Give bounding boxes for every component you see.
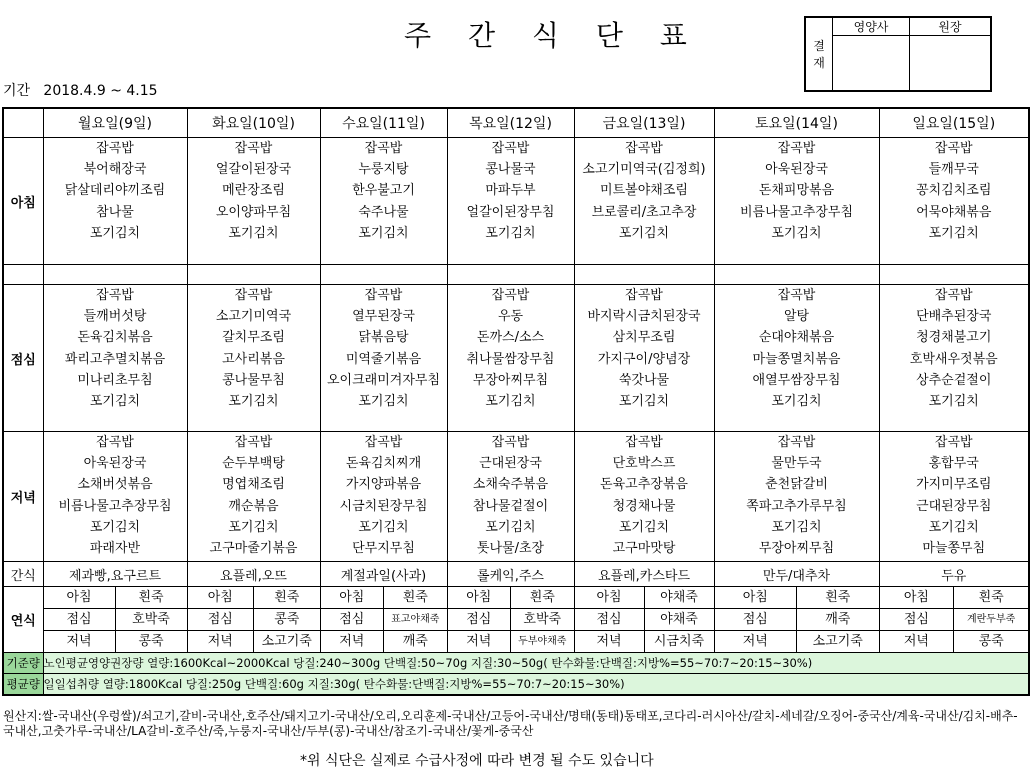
dish-item: 미트볼야채조림 <box>600 183 688 199</box>
dish-item: 마늘쫑무침 <box>922 540 986 556</box>
dish-item: 무장아찌무침 <box>472 372 549 388</box>
dish-item: 명엽채조림 <box>222 477 285 493</box>
dish-item: 잡곡밥 <box>96 435 134 450</box>
dish-item: 오이크래미겨자무침 <box>326 372 441 388</box>
meal-label: 아침 <box>3 138 43 265</box>
dish-item: 잡곡밥 <box>96 141 134 156</box>
menu-cell <box>714 138 879 265</box>
porridge-type: 흰죽 <box>253 587 320 608</box>
dish-item: 비름나물고추장무침 <box>739 204 854 220</box>
dish-item: 잡곡밥 <box>934 141 973 156</box>
approval-box <box>804 16 992 92</box>
dish-item: 포기김치 <box>485 393 536 409</box>
approval-sign-dietitian[interactable] <box>833 36 910 92</box>
standard-row <box>3 653 1029 674</box>
dish-item: 시금치된장무침 <box>339 498 428 514</box>
dish-item: 잡곡밥 <box>777 288 816 303</box>
porridge-type: 표고야채죽 <box>383 609 447 630</box>
dish-item: 단무지무침 <box>352 540 415 556</box>
day-header: 화요일(10일) <box>187 108 320 138</box>
snack-cell: 롤케익,주스 <box>447 562 574 587</box>
dish-item: 포기김치 <box>771 393 822 409</box>
dish-item: 포기김치 <box>358 519 409 535</box>
porridge-meal: 아침 <box>903 590 929 605</box>
porridge-line <box>448 630 574 652</box>
porridge-meal: 저녁 <box>596 634 622 649</box>
dish-item: 브로콜리/초고추장 <box>591 204 697 220</box>
corner-cell <box>3 108 43 138</box>
menu-cell <box>320 432 447 562</box>
porridge-cell <box>43 587 187 653</box>
dish-item: 잡곡밥 <box>777 141 816 156</box>
weekly-menu-table <box>2 107 1030 696</box>
dish-item: 숙주나물 <box>358 204 409 220</box>
dish-item: 포기김치 <box>618 225 670 241</box>
porridge-meal: 점심 <box>466 612 492 627</box>
footer-note: *위 식단은 실제로 수급사정에 따라 변경 될 수도 있습니다 <box>300 753 654 769</box>
dish-item: 북어해장국 <box>83 162 147 178</box>
dish-item: 호박새우젓볶음 <box>909 351 998 367</box>
dish-item: 단호박스프 <box>612 456 676 472</box>
menu-cell <box>447 138 574 265</box>
porridge-type: 소고기죽 <box>796 631 879 652</box>
porridge-type: 야채죽 <box>644 609 714 630</box>
day-header: 금요일(13일) <box>574 108 714 138</box>
dish-item: 들깨무국 <box>928 162 979 178</box>
porridge-type: 호박죽 <box>510 609 574 630</box>
porridge-meal: 저녁 <box>66 634 92 649</box>
menu-cell <box>447 432 574 562</box>
average-text: 일일섭취량 열량:1800Kcal 당질:250g 단백질:60g 지질:30g( 탄수화물:단백질:지방%=55~70:7~20:15~30%) <box>43 674 1029 696</box>
porridge-line <box>880 608 1029 630</box>
dish-item: 미역줄기볶음 <box>345 351 422 367</box>
dish-item: 잡곡밥 <box>364 435 403 450</box>
porridge-line <box>448 587 574 608</box>
approval-role-director: 원장 <box>910 17 992 36</box>
menu-cell <box>879 285 1029 432</box>
dish-item: 아욱된장국 <box>83 456 147 472</box>
dish-item: 꽈리고추멸치볶음 <box>64 351 166 367</box>
porridge-meal: 아침 <box>207 590 233 605</box>
dish-item: 춘천닭갈비 <box>765 477 828 493</box>
dish-item: 잡곡밥 <box>491 141 530 156</box>
dish-item: 닭볶음탕 <box>358 330 409 346</box>
breakfast-row <box>3 138 1029 265</box>
dish-item: 포기김치 <box>485 519 536 535</box>
dish-item: 포기김치 <box>358 225 409 241</box>
porridge-meal: 아침 <box>466 590 492 605</box>
dish-item: 소고기미역국(김정희) <box>582 162 706 178</box>
porridge-line <box>715 587 879 608</box>
menu-cell <box>320 138 447 265</box>
porridge-type: 야채죽 <box>644 587 714 608</box>
porridge-meal: 저녁 <box>466 634 492 649</box>
porridge-type: 콩죽 <box>115 631 187 652</box>
porridge-line <box>321 630 447 652</box>
dish-item: 열무된장국 <box>352 309 415 325</box>
dish-item: 포기김치 <box>771 519 822 535</box>
porridge-line <box>880 630 1029 652</box>
menu-cell <box>879 432 1029 562</box>
dish-item: 근대된장무침 <box>916 498 992 514</box>
dish-item: 마늘쫑멸치볶음 <box>752 351 841 367</box>
dish-item: 잡곡밥 <box>96 288 134 303</box>
dish-item: 잡곡밥 <box>491 288 530 303</box>
dish-item: 포기김치 <box>228 225 279 241</box>
spacer-row <box>3 265 1029 285</box>
dish-item: 아욱된장국 <box>765 162 828 178</box>
porridge-cell <box>714 587 879 653</box>
dish-item: 포기김치 <box>358 393 409 409</box>
dish-item: 잡곡밥 <box>625 141 663 156</box>
period-value: 2018.4.9 ~ 4.15 <box>43 83 158 99</box>
dish-item: 쑥갓나물 <box>618 372 670 388</box>
dish-item: 메란장조림 <box>222 183 285 199</box>
dish-item: 잡곡밥 <box>364 141 403 156</box>
porridge-cell <box>574 587 714 653</box>
menu-cell <box>879 138 1029 265</box>
menu-cell <box>574 285 714 432</box>
snack-row <box>3 562 1029 587</box>
dish-item: 쪽파고추가루무침 <box>746 498 847 514</box>
porridge-type: 계란두부죽 <box>953 609 1028 630</box>
dish-item: 잡곡밥 <box>625 435 663 450</box>
porridge-type: 두부야채죽 <box>510 631 574 652</box>
dish-item: 잡곡밥 <box>234 435 273 450</box>
dish-item: 잡곡밥 <box>234 288 273 303</box>
dish-item: 포기김치 <box>771 225 822 241</box>
dish-item: 포기김치 <box>928 225 979 241</box>
dish-item: 포기김치 <box>928 393 979 409</box>
dish-item: 포기김치 <box>618 393 670 409</box>
dish-item: 잡곡밥 <box>234 141 273 156</box>
dish-item: 가지미무조림 <box>916 477 992 493</box>
dish-item: 얼갈이된장국 <box>215 162 292 178</box>
porridge-line <box>880 587 1029 608</box>
dish-item: 깨순볶음 <box>228 498 279 514</box>
dish-item: 잡곡밥 <box>625 288 663 303</box>
dish-item: 애열무쌈장무침 <box>752 372 841 388</box>
porridge-line <box>715 608 879 630</box>
porridge-meal: 저녁 <box>207 634 233 649</box>
dish-item: 근대된장국 <box>479 456 542 472</box>
dish-item: 포기김치 <box>228 393 279 409</box>
dish-item: 단배추된장국 <box>916 309 992 325</box>
standard-text: 노인평균영양권장량 열량:1600Kcal~2000Kcal 당질:240~300g 단백질:50~70g 지질:30~50g( 탄수화물:단백질:지방%=55~70:7~20:15~30%) <box>43 653 1029 674</box>
dish-item: 청경채나물 <box>612 498 676 514</box>
snack-cell: 두유 <box>879 562 1029 587</box>
dish-item: 돈까스/소스 <box>476 330 545 346</box>
porridge-meal: 점심 <box>66 612 92 627</box>
dish-item: 닭살데리야끼조림 <box>64 183 166 199</box>
dish-item: 포기김치 <box>618 519 670 535</box>
porridge-label: 연식 <box>3 587 43 653</box>
porridge-type: 시금치죽 <box>644 631 714 652</box>
day-header: 일요일(15일) <box>879 108 1029 138</box>
porridge-meal: 점심 <box>207 612 233 627</box>
porridge-cell <box>447 587 574 653</box>
dish-item: 가지구이/양념장 <box>597 351 691 367</box>
snack-label: 간식 <box>3 562 43 587</box>
meal-label: 점심 <box>3 285 43 432</box>
dish-item: 포기김치 <box>928 519 979 535</box>
day-header-row <box>3 108 1029 138</box>
lunch-row <box>3 285 1029 432</box>
dish-item: 소채버섯볶음 <box>77 477 153 493</box>
porridge-meal: 저녁 <box>339 634 365 649</box>
snack-cell: 계절과일(사과) <box>320 562 447 587</box>
dish-item: 들깨버섯탕 <box>83 309 147 325</box>
dish-item: 순대야채볶음 <box>758 330 835 346</box>
menu-cell <box>714 432 879 562</box>
menu-cell <box>187 138 320 265</box>
porridge-line <box>44 587 187 608</box>
dish-item: 고구마맛탕 <box>612 540 676 556</box>
page-title: 주 간 식 단 표 <box>404 19 701 52</box>
day-header: 목요일(12일) <box>447 108 574 138</box>
dish-item: 취나물쌈장무침 <box>466 351 555 367</box>
porridge-meal: 아침 <box>596 590 622 605</box>
porridge-line <box>575 608 714 630</box>
dish-item: 포기김치 <box>89 519 141 535</box>
dish-item: 얼갈이된장무침 <box>466 204 555 220</box>
dish-item: 소고기미역국 <box>215 309 292 325</box>
porridge-line <box>188 587 320 608</box>
menu-cell <box>574 138 714 265</box>
approval-sign-director[interactable] <box>910 36 992 92</box>
menu-cell <box>43 432 187 562</box>
dish-item: 우동 <box>497 309 524 325</box>
menu-cell <box>43 285 187 432</box>
dish-item: 청경채불고기 <box>916 330 992 346</box>
approval-role-dietitian: 영양사 <box>833 17 910 36</box>
porridge-meal: 점심 <box>339 612 365 627</box>
porridge-line <box>448 608 574 630</box>
snack-cell: 요플레,카스타드 <box>574 562 714 587</box>
dish-item: 오이양파무침 <box>215 204 292 220</box>
dish-item: 포기김치 <box>228 519 279 535</box>
porridge-line <box>321 587 447 608</box>
dish-item: 갈치무조림 <box>222 330 285 346</box>
porridge-type: 콩죽 <box>953 631 1028 652</box>
dish-item: 순두부백탕 <box>222 456 285 472</box>
dish-item: 삼치무조림 <box>612 330 676 346</box>
porridge-line <box>575 587 714 608</box>
porridge-row <box>3 587 1029 653</box>
day-header: 토요일(14일) <box>714 108 879 138</box>
porridge-type: 흰죽 <box>953 587 1028 608</box>
porridge-line <box>715 630 879 652</box>
porridge-line <box>321 608 447 630</box>
menu-cell <box>187 432 320 562</box>
porridge-type: 흰죽 <box>510 587 574 608</box>
menu-cell <box>320 285 447 432</box>
porridge-meal: 저녁 <box>903 634 929 649</box>
porridge-type: 깨죽 <box>796 609 879 630</box>
dish-item: 미나리초무침 <box>77 372 153 388</box>
day-header: 수요일(11일) <box>320 108 447 138</box>
dish-item: 무장아찌무침 <box>758 540 835 556</box>
snack-cell: 요플레,오뜨 <box>187 562 320 587</box>
average-label: 평균량 <box>3 674 43 696</box>
dish-item: 가지양파볶음 <box>345 477 422 493</box>
porridge-line <box>575 630 714 652</box>
dish-item: 돈채피망볶음 <box>758 183 835 199</box>
dinner-row <box>3 432 1029 562</box>
porridge-type: 흰죽 <box>115 587 187 608</box>
menu-cell <box>43 138 187 265</box>
porridge-type: 콩죽 <box>253 609 320 630</box>
menu-cell <box>447 285 574 432</box>
dish-item: 잡곡밥 <box>934 288 973 303</box>
porridge-type: 깨죽 <box>383 631 447 652</box>
porridge-type: 호박죽 <box>115 609 187 630</box>
average-row <box>3 674 1029 696</box>
porridge-line <box>44 630 187 652</box>
menu-cell <box>574 432 714 562</box>
dish-item: 톳나물/초장 <box>476 540 545 556</box>
dish-item: 콩나물국 <box>485 162 536 178</box>
dish-item: 잡곡밥 <box>364 288 403 303</box>
approval-label: 결 재 <box>805 17 833 91</box>
dish-item: 물만두국 <box>771 456 822 472</box>
porridge-cell <box>187 587 320 653</box>
porridge-meal: 점심 <box>742 612 768 627</box>
dish-item: 소채숙주볶음 <box>472 477 549 493</box>
dish-item: 꽁치김치조림 <box>916 183 992 199</box>
period <box>3 80 158 100</box>
dish-item: 돈육고추장볶음 <box>600 477 688 493</box>
porridge-type: 흰죽 <box>383 587 447 608</box>
dish-item: 알탕 <box>783 309 810 325</box>
dish-item: 고사리볶음 <box>222 351 285 367</box>
dish-item: 잡곡밥 <box>934 435 973 450</box>
dish-item: 마파두부 <box>485 183 536 199</box>
origin-info: 원산지:쌀-국내산(우렁쌀)/쇠고기,갈비-국내산,호주산/돼지고기-국내산/오리,오리훈제-국내산/고등어-국내산/명태(동태)동태포,코다리-러시아산/갈치-세네갈/오징어-중국산/계육-국내산/김치-배추-국내산,고춧가루-국내산/LA갈비-호주산/죽,누룽지-국내산/두부(콩)-국내산/참조기-국내산/꽃게-중국산 <box>3 709 1018 738</box>
menu-cell <box>714 285 879 432</box>
porridge-cell <box>879 587 1029 653</box>
porridge-cell <box>320 587 447 653</box>
porridge-line <box>44 608 187 630</box>
day-header: 월요일(9일) <box>43 108 187 138</box>
period-label: 기간 <box>3 83 31 99</box>
porridge-meal: 점심 <box>903 612 929 627</box>
snack-cell: 제과빵,요구르트 <box>43 562 187 587</box>
snack-cell: 만두/대추차 <box>714 562 879 587</box>
porridge-meal: 아침 <box>742 590 768 605</box>
dish-item: 홍합무국 <box>928 456 979 472</box>
dish-item: 어묵야채볶음 <box>916 204 992 220</box>
porridge-line <box>188 608 320 630</box>
dish-item: 한우불고기 <box>352 183 415 199</box>
standard-label: 기준량 <box>3 653 43 674</box>
porridge-type: 흰죽 <box>796 587 879 608</box>
dish-item: 콩나물무침 <box>222 372 285 388</box>
porridge-type: 소고기죽 <box>253 631 320 652</box>
dish-item: 돈육김치찌개 <box>345 456 422 472</box>
dish-item: 비름나물고추장무침 <box>58 498 172 514</box>
dish-item: 파래자반 <box>89 540 141 556</box>
menu-cell <box>187 285 320 432</box>
dish-item: 포기김치 <box>89 225 141 241</box>
dish-item: 고구마줄기볶음 <box>209 540 298 556</box>
dish-item: 누룽지탕 <box>358 162 409 178</box>
porridge-meal: 점심 <box>596 612 622 627</box>
porridge-meal: 저녁 <box>742 634 768 649</box>
porridge-line <box>188 630 320 652</box>
dish-item: 참나물겉절이 <box>472 498 549 514</box>
dish-item: 잡곡밥 <box>777 435 816 450</box>
dish-item: 포기김치 <box>485 225 536 241</box>
dish-item: 잡곡밥 <box>491 435 530 450</box>
dish-item: 참나물 <box>96 204 134 220</box>
dish-item: 상추순겉절이 <box>916 372 992 388</box>
porridge-meal: 아침 <box>339 590 365 605</box>
porridge-meal: 아침 <box>66 590 92 605</box>
meal-label: 저녁 <box>3 432 43 562</box>
dish-item: 포기김치 <box>89 393 141 409</box>
dish-item: 돈육김치볶음 <box>77 330 153 346</box>
dish-item: 바지락시금치된장국 <box>587 309 701 325</box>
